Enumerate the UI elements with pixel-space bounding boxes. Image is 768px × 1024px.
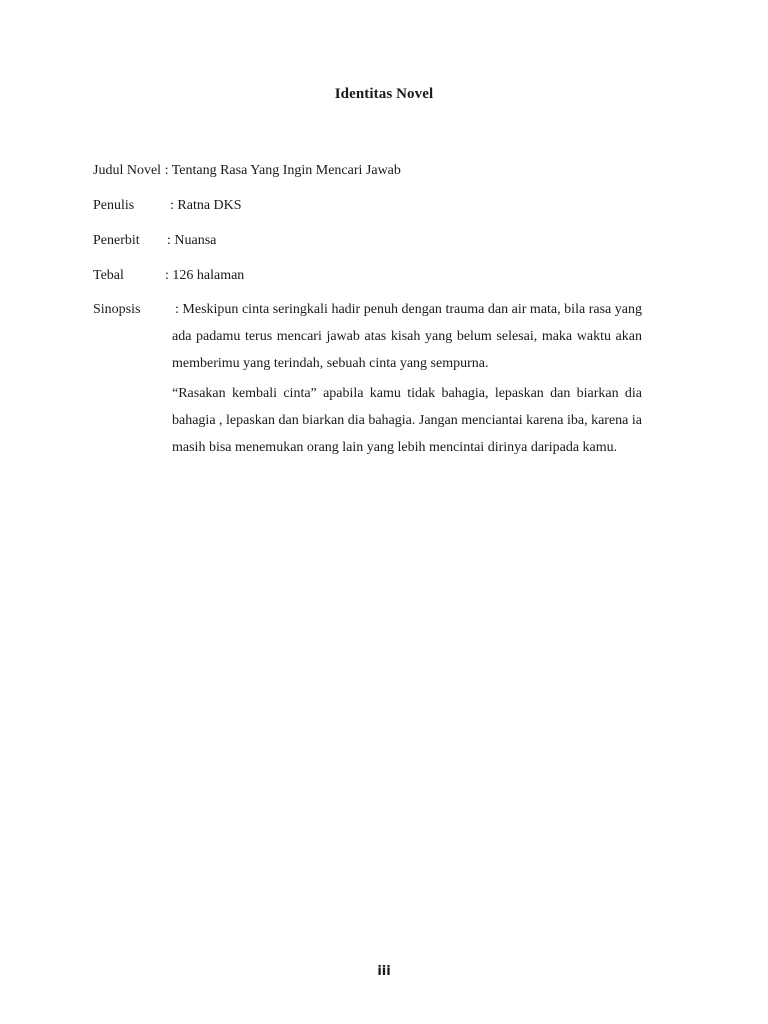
- field-judul-novel: [93, 161, 401, 181]
- page-number: iii: [377, 964, 391, 979]
- field-penerbit: [93, 231, 216, 251]
- field-value: : Tentang Rasa Yang Ingin Mencari Jawab: [164, 163, 401, 178]
- field-label: Penulis: [93, 198, 135, 213]
- field-penulis: [93, 196, 242, 216]
- sinopsis-label: Sinopsis: [93, 302, 141, 317]
- sinopsis-paragraph-1: : Meskipun cinta seringkali hadir penuh dengan trauma dan air mata, bila rasa yang ada padamu terus mencari jawab atas kisah yang belum selesai, maka waktu akan memberimu yang terindah, sebuah cinta yang sempurna.: [172, 302, 642, 371]
- field-label: Judul Novel: [93, 163, 162, 178]
- page-title: Identitas Novel: [334, 86, 434, 102]
- field-label: Penerbit: [93, 233, 140, 248]
- field-tebal: [93, 266, 244, 286]
- field-label: Tebal: [93, 268, 124, 283]
- field-value: : Ratna DKS: [170, 198, 242, 213]
- sinopsis-paragraph-2: “Rasakan kembali cinta” apabila kamu tidak bahagia, lepaskan dan biarkan dia bahagia , lepaskan dan biarkan dia bahagia. Jangan menciantai karena iba, karena ia masih bisa menemukan orang lain yang lebih mencintai dirinya daripada kamu.: [172, 386, 642, 455]
- field-value: : Nuansa: [167, 233, 217, 248]
- field-value: : 126 halaman: [165, 268, 245, 283]
